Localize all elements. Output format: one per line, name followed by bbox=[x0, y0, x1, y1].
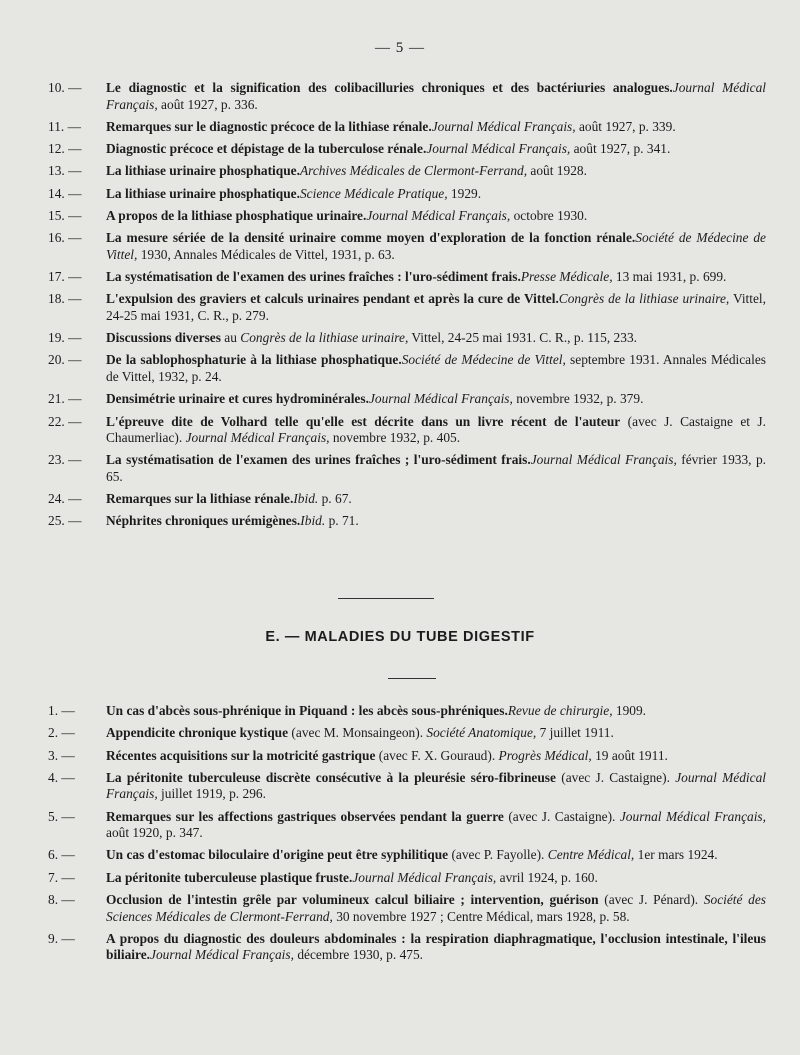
entry-details: 13 mai 1931, p. 699. bbox=[612, 269, 727, 285]
entry-number: 22. — bbox=[48, 413, 82, 429]
entry-title: La péritonite tuberculeuse discrète consécutive à la pleurésie séro-fibrineuse bbox=[106, 769, 556, 785]
entry-text bbox=[106, 208, 766, 225]
entry-title: Remarques sur les affections gastriques observées pendant la guerre bbox=[106, 808, 504, 824]
bibliography-entry bbox=[48, 892, 766, 925]
bibliography-entry bbox=[48, 230, 766, 263]
entry-title: La mesure sériée de la densité urinaire comme moyen d'exploration de la fonction rénale. bbox=[106, 230, 636, 246]
entry-text bbox=[106, 269, 766, 286]
entry-text bbox=[106, 452, 766, 485]
entry-source: Journal Médical Français, bbox=[431, 118, 576, 134]
bibliography-entry bbox=[48, 870, 766, 887]
entry-details: août 1927, p. 339. bbox=[575, 118, 676, 134]
entry-source: Presse Médicale, bbox=[520, 269, 613, 285]
bibliography-list-urinary bbox=[48, 80, 766, 536]
entry-source: Journal Médical Français, bbox=[150, 947, 294, 963]
entry-details: p. 67. bbox=[318, 491, 352, 507]
entry-title: Un cas d'abcès sous-phrénique in Piquand : les abcès sous-phréniques. bbox=[106, 703, 508, 718]
entry-text bbox=[106, 513, 766, 530]
entry-details: novembre 1932, p. 379. bbox=[512, 391, 644, 407]
entry-number: 24. — bbox=[48, 491, 82, 507]
entry-source: Journal Médical Français, bbox=[106, 80, 766, 112]
entry-title: A propos du diagnostic des douleurs abdominales : la respiration diaphragmatique, l'occlusion intestinale, l'ileus biliaire. bbox=[106, 930, 766, 963]
entry-source: Congrès de la lithiase urinaire, bbox=[240, 330, 409, 346]
entry-text bbox=[106, 491, 766, 508]
entry-title: Remarques sur le diagnostic précoce de la lithiase rénale. bbox=[106, 118, 432, 134]
entry-number: 9. — bbox=[48, 930, 75, 946]
entry-note: (avec F. X. Gouraud). bbox=[375, 747, 499, 763]
entry-note: (avec M. Monsaingeon). bbox=[288, 725, 427, 741]
entry-source: Journal Médical Français, bbox=[368, 391, 513, 407]
entry-title: De la sablophosphaturie à la lithiase phosphatique. bbox=[106, 352, 402, 368]
entry-source: Revue de chirurgie, bbox=[507, 703, 613, 718]
entry-number: 16. — bbox=[48, 230, 82, 246]
entry-text bbox=[106, 186, 766, 203]
entry-text bbox=[106, 770, 766, 803]
entry-details: février 1933, p. 65. bbox=[106, 452, 766, 484]
bibliography-entry bbox=[48, 291, 766, 324]
entry-details: décembre 1930, p. 475. bbox=[293, 947, 424, 963]
entry-source: Centre Médical, bbox=[547, 847, 635, 863]
entry-text bbox=[106, 931, 766, 964]
entry-number: 23. — bbox=[48, 452, 82, 468]
entry-text bbox=[106, 230, 766, 263]
entry-details: 1930, Annales Médicales de Vittel, 1931, p. 63. bbox=[137, 246, 395, 262]
entry-title: La lithiase urinaire phosphatique. bbox=[106, 185, 300, 201]
entry-source: Journal Médical Français, bbox=[106, 769, 766, 802]
bibliography-entry bbox=[48, 269, 766, 286]
entry-text bbox=[106, 391, 766, 408]
entry-note: (avec P. Fayolle). bbox=[448, 847, 548, 863]
entry-text bbox=[106, 119, 766, 136]
entry-details: 30 novembre 1927 ; Centre Médical, mars 1928, p. 58. bbox=[332, 908, 630, 924]
bibliography-entry bbox=[48, 703, 766, 720]
bibliography-entry bbox=[48, 330, 766, 347]
entry-source: Ibid. bbox=[293, 491, 319, 507]
entry-number: 14. — bbox=[48, 185, 82, 201]
section-divider-top bbox=[338, 598, 434, 599]
entry-source: Société de Médecine de Vittel, bbox=[106, 230, 766, 262]
bibliography-entry bbox=[48, 119, 766, 136]
bibliography-entry bbox=[48, 748, 766, 765]
entry-source: Société de Médecine de Vittel, bbox=[401, 352, 566, 368]
entry-text bbox=[106, 141, 766, 158]
entry-number: 10. — bbox=[48, 80, 82, 95]
entry-source: Société Anatomique, bbox=[426, 725, 537, 741]
entry-number: 17. — bbox=[48, 269, 82, 285]
entry-number: 6. — bbox=[48, 847, 75, 863]
entry-text bbox=[106, 870, 766, 887]
entry-text bbox=[106, 80, 766, 113]
entry-details: Vittel, 24-25 mai 1931. C. R., p. 115, 233. bbox=[408, 330, 637, 346]
entry-number: 11. — bbox=[48, 118, 81, 134]
entry-title: La lithiase urinaire phosphatique. bbox=[106, 163, 300, 179]
bibliography-entry bbox=[48, 391, 766, 408]
entry-text bbox=[106, 748, 766, 765]
bibliography-entry bbox=[48, 931, 766, 964]
entry-source: Progrès Médical, bbox=[498, 747, 592, 763]
entry-number: 4. — bbox=[48, 769, 75, 785]
entry-source: Ibid. bbox=[300, 513, 326, 529]
entry-text bbox=[106, 291, 766, 324]
entry-details: avril 1924, p. 160. bbox=[496, 869, 598, 885]
bibliography-entry bbox=[48, 770, 766, 803]
entry-details: novembre 1932, p. 405. bbox=[329, 430, 461, 446]
entry-details: Vittel, 24-25 mai 1931, C. R., p. 279. bbox=[106, 291, 767, 323]
entry-number: 13. — bbox=[48, 163, 82, 179]
entry-title: L'épreuve dite de Volhard telle qu'elle est décrite dans un livre récent de l'auteur bbox=[106, 413, 621, 429]
entry-number: 12. — bbox=[48, 141, 82, 157]
bibliography-entry bbox=[48, 452, 766, 485]
page-number: — 5 — bbox=[375, 40, 425, 56]
entry-details: p. 71. bbox=[325, 513, 359, 529]
entry-details: octobre 1930. bbox=[510, 207, 588, 223]
entry-text bbox=[106, 163, 766, 180]
bibliography-entry bbox=[48, 186, 766, 203]
entry-number: 20. — bbox=[48, 352, 82, 368]
entry-title: La péritonite tuberculeuse plastique fruste. bbox=[106, 869, 353, 885]
bibliography-entry bbox=[48, 809, 766, 842]
entry-details: juillet 1919, p. 296. bbox=[157, 786, 266, 802]
entry-number: 25. — bbox=[48, 513, 82, 529]
entry-title: Remarques sur la lithiase rénale. bbox=[106, 491, 294, 507]
bibliography-entry bbox=[48, 414, 766, 447]
entry-details: août 1928. bbox=[527, 163, 587, 179]
entry-number: 1. — bbox=[48, 703, 75, 718]
entry-number: 19. — bbox=[48, 330, 82, 346]
entry-source: Congrès de la lithiase urinaire, bbox=[558, 291, 730, 307]
entry-title: Néphrites chroniques urémigènes. bbox=[106, 513, 301, 529]
entry-title: Discussions diverses bbox=[106, 330, 221, 346]
entry-text bbox=[106, 352, 766, 385]
entry-text bbox=[106, 892, 766, 925]
bibliography-entry bbox=[48, 847, 766, 864]
bibliography-entry bbox=[48, 352, 766, 385]
entry-details: août 1927, p. 336. bbox=[157, 96, 258, 112]
entry-note: au bbox=[220, 330, 241, 346]
entry-source: Journal Médical Français, bbox=[366, 207, 511, 223]
bibliography-list-digestive bbox=[48, 703, 766, 970]
entry-title: Un cas d'estomac biloculaire d'origine peut être syphilitique bbox=[106, 847, 449, 863]
entry-text bbox=[106, 330, 766, 347]
entry-title: La systématisation de l'examen des urines fraîches : l'uro-sédiment frais. bbox=[106, 269, 521, 285]
entry-note: (avec J. Castaigne). bbox=[555, 769, 676, 785]
entry-title: Récentes acquisitions sur la motricité gastrique bbox=[106, 747, 376, 763]
entry-note: (avec J. Castaigne et J. Chaumerliac). bbox=[106, 413, 766, 446]
bibliography-entry bbox=[48, 208, 766, 225]
entry-title: Appendicite chronique kystique bbox=[106, 725, 289, 741]
entry-source: Journal Médical Français, bbox=[352, 869, 497, 885]
entry-title: L'expulsion des graviers et calculs urinaires pendant et après la cure de Vittel. bbox=[106, 291, 559, 307]
section-heading: E. — MALADIES DU TUBE DIGESTIF bbox=[265, 629, 535, 645]
entry-details: 1909. bbox=[612, 703, 647, 718]
entry-source: Archives Médicales de Clermont-Ferrand, bbox=[299, 163, 528, 179]
entry-source: Science Médicale Pratique, bbox=[299, 185, 448, 201]
entry-text bbox=[106, 703, 766, 720]
entry-title: Densimétrie urinaire et cures hydrominérales. bbox=[106, 391, 369, 407]
bibliography-entry bbox=[48, 491, 766, 508]
entry-source: Journal Médical Français, bbox=[530, 452, 677, 468]
entry-title: La systématisation de l'examen des urines fraîches ; l'uro-sédiment frais. bbox=[106, 452, 531, 468]
entry-number: 2. — bbox=[48, 725, 75, 741]
entry-title: Occlusion de l'intestin grêle par volumineux calcul biliaire ; intervention, guérison bbox=[106, 892, 599, 908]
entry-title: A propos de la lithiase phosphatique urinaire. bbox=[106, 207, 367, 223]
entry-details: 7 juillet 1911. bbox=[536, 725, 614, 741]
entry-number: 7. — bbox=[48, 869, 75, 885]
entry-text bbox=[106, 725, 766, 742]
bibliography-entry bbox=[48, 163, 766, 180]
entry-title: Diagnostic précoce et dépistage de la tuberculose rénale. bbox=[106, 141, 427, 157]
entry-details: 1929. bbox=[447, 185, 482, 201]
entry-source: Journal Médical Français, bbox=[619, 808, 766, 824]
bibliography-entry bbox=[48, 80, 766, 113]
section-divider-bottom bbox=[388, 678, 436, 679]
entry-number: 5. — bbox=[48, 808, 75, 824]
bibliography-entry bbox=[48, 141, 766, 158]
entry-source: Société des Sciences Médicales de Clermont-Ferrand, bbox=[106, 892, 766, 924]
entry-text bbox=[106, 847, 766, 864]
entry-details: septembre 1931. Annales Médicales de Vittel, 1932, p. 24. bbox=[106, 352, 766, 384]
entry-number: 21. — bbox=[48, 391, 82, 407]
entry-details: 1er mars 1924. bbox=[634, 847, 718, 863]
entry-details: 19 août 1911. bbox=[591, 747, 668, 763]
entry-text bbox=[106, 414, 766, 447]
entry-source: Journal Médical Français, bbox=[426, 141, 571, 157]
entry-number: 3. — bbox=[48, 747, 75, 763]
entry-number: 15. — bbox=[48, 207, 82, 223]
bibliography-entry bbox=[48, 725, 766, 742]
entry-number: 8. — bbox=[48, 892, 75, 908]
bibliography-entry bbox=[48, 513, 766, 530]
entry-text bbox=[106, 809, 766, 842]
entry-note: (avec J. Castaigne). bbox=[503, 808, 620, 824]
entry-note: (avec J. Pénard). bbox=[598, 892, 704, 908]
entry-details: août 1927, p. 341. bbox=[570, 141, 671, 157]
entry-number: 18. — bbox=[48, 291, 82, 307]
entry-details: août 1920, p. 347. bbox=[106, 825, 203, 841]
entry-source: Journal Médical Français, bbox=[185, 430, 330, 446]
entry-title: Le diagnostic et la signification des colibacilluries chroniques et des bactériuries analogues. bbox=[106, 80, 673, 95]
